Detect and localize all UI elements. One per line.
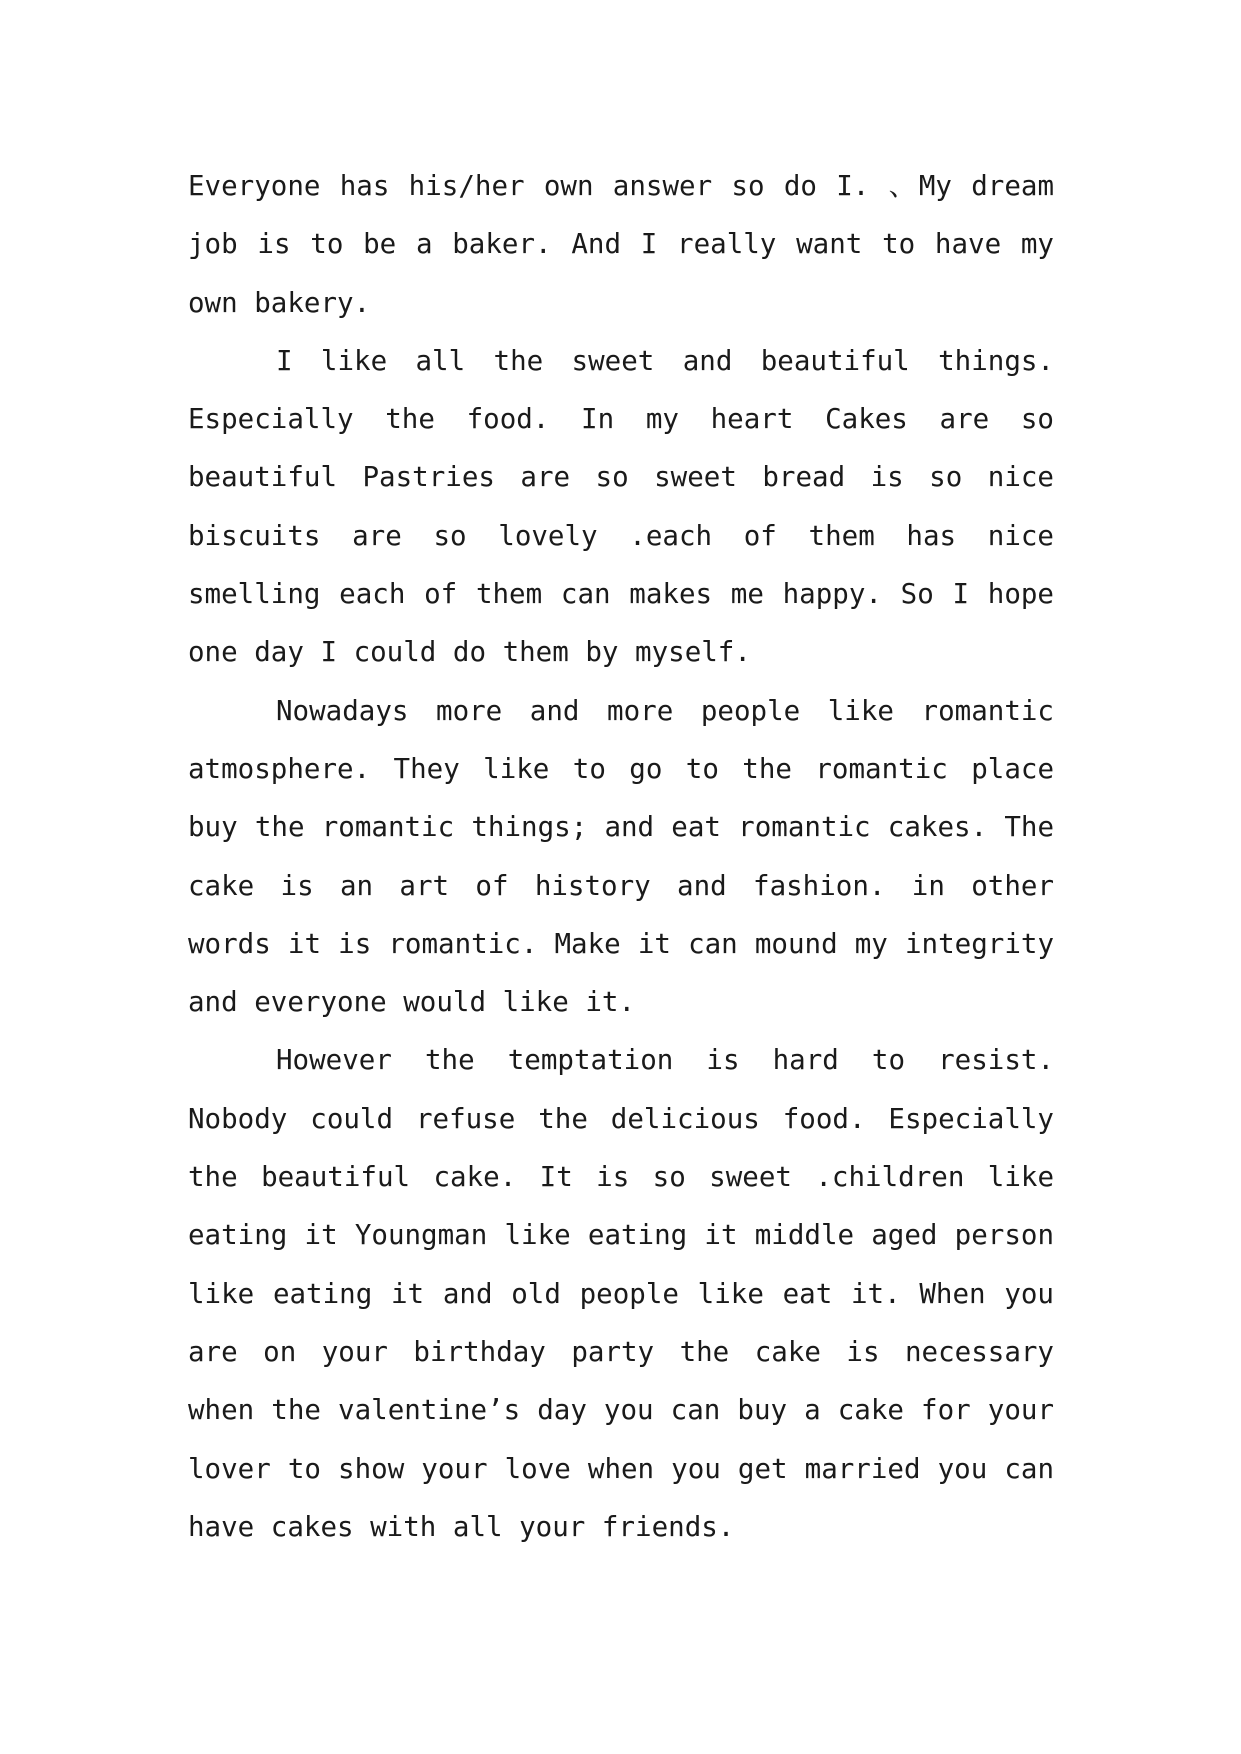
paragraph-temptation: However the temptation is hard to resist. Nobody could refuse the delicious food. Especially the beautiful cake. It is so sweet .children like eating it Youngman like eating it middle aged person like eating it and old people like eat it. When you are on your birthday party the cake is necessary when the valentine’s day you can buy a cake for your lover to show your love when you get married you can have cakes with all your friends. <box>188 1044 1054 1543</box>
paragraph-intro: Everyone has his/her own answer so do I. 、My dream job is to be a baker. And I really want to have my own bakery. <box>188 170 1054 319</box>
paragraph-romantic: Nowadays more and more people like romantic atmosphere. They like to go to the romantic place buy the romantic things; and eat romantic cakes. The cake is an art of history and fashion. in other words it is romantic. Make it can mound my integrity and everyone would like it. <box>188 694 1054 1019</box>
paragraph-sweet-things: I like all the sweet and beautiful things. Especially the food. In my heart Cakes are so beautiful Pastries are so sweet bread is so nice biscuits are so lovely .each of them has nice smelling each of them can makes me happy. So I hope one day I could do them by myself. <box>188 344 1054 669</box>
document-body <box>188 157 1054 1556</box>
